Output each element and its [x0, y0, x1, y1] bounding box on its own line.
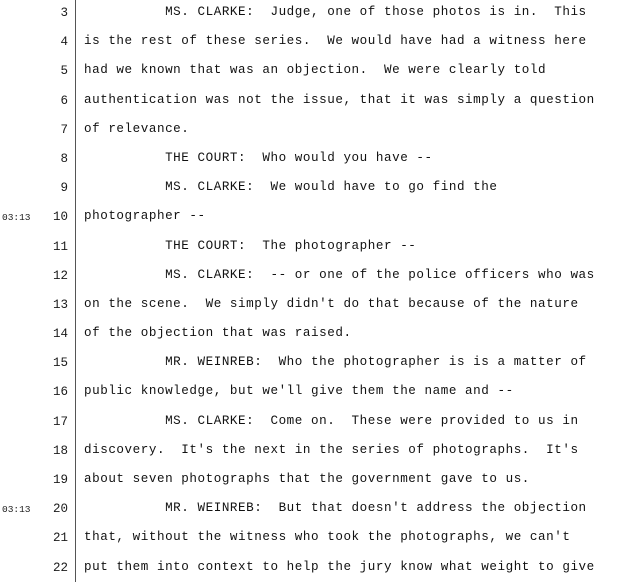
line-number: 19 — [52, 473, 68, 487]
line-text: MR. WEINREB: Who the photographer is is a matter of — [84, 355, 587, 370]
line-text: MR. WEINREB: But that doesn't address the objection — [84, 501, 587, 516]
line-text: public knowledge, but we'll give them the name and -- — [84, 384, 514, 399]
transcript-line — [0, 321, 640, 350]
line-number: 6 — [60, 93, 68, 108]
transcript-line — [0, 379, 640, 408]
line-text: that, without the witness who took the photographs, we can't — [84, 530, 571, 545]
line-text: MS. CLARKE: We would have to go find the — [84, 180, 498, 195]
line-timestamp: 03:13 — [2, 504, 31, 516]
line-number: 8 — [60, 151, 68, 166]
transcript-line — [0, 58, 640, 87]
transcript-line — [0, 496, 640, 525]
line-number: 12 — [52, 268, 68, 283]
transcript-line — [0, 175, 640, 204]
line-number: 5 — [60, 64, 68, 79]
transcript-line — [0, 0, 640, 29]
line-number: 18 — [52, 443, 68, 458]
line-text: on the scene. We simply didn't do that because of the nature — [84, 296, 579, 311]
transcript-line — [0, 525, 640, 554]
line-number: 21 — [52, 531, 68, 546]
line-number: 3 — [60, 6, 68, 20]
transcript-line — [0, 438, 640, 467]
transcript-line — [0, 234, 640, 263]
line-text: discovery. It's the next in the series of photographs. It's — [84, 442, 579, 457]
line-number: 20 — [52, 502, 68, 517]
line-number: 15 — [52, 356, 68, 371]
line-text: THE COURT: Who would you have -- — [84, 150, 433, 165]
transcript-line — [0, 292, 640, 321]
line-number: 11 — [52, 239, 68, 254]
line-text: MS. CLARKE: Come on. These were provided to us in — [84, 413, 579, 428]
line-text: photographer -- — [84, 209, 206, 224]
transcript-line — [0, 117, 640, 146]
line-number: 9 — [60, 181, 68, 196]
line-number: 17 — [52, 414, 68, 429]
line-text: authentication was not the issue, that it was simply a question — [84, 92, 595, 107]
line-number: 16 — [52, 385, 68, 400]
transcript-line — [0, 29, 640, 58]
line-text: MS. CLARKE: -- or one of the police officers who was — [84, 267, 595, 282]
line-number: 22 — [52, 560, 68, 575]
line-text: THE COURT: The photographer -- — [84, 238, 417, 253]
transcript-line — [0, 409, 640, 438]
line-text: of the objection that was raised. — [84, 326, 352, 341]
transcript-line — [0, 350, 640, 379]
transcript-line — [0, 204, 640, 233]
line-text: MS. CLARKE: Judge, one of those photos is in. This — [84, 5, 587, 19]
line-number: 13 — [52, 297, 68, 312]
line-text: had we known that was an objection. We were clearly told — [84, 63, 547, 78]
line-number: 4 — [60, 35, 68, 50]
transcript-line — [0, 146, 640, 175]
transcript-line — [0, 467, 640, 496]
transcript-line — [0, 555, 640, 584]
line-number: 10 — [52, 210, 68, 225]
line-number: 7 — [60, 122, 68, 137]
transcript-line — [0, 263, 640, 292]
transcript-line — [0, 88, 640, 117]
line-timestamp: 03:13 — [2, 212, 31, 224]
line-text: of relevance. — [84, 121, 190, 136]
line-text: is the rest of these series. We would have had a witness here — [84, 34, 587, 49]
line-text: put them into context to help the jury know what weight to give — [84, 559, 595, 574]
line-number: 14 — [52, 327, 68, 342]
line-text: about seven photographs that the government gave to us. — [84, 472, 530, 486]
